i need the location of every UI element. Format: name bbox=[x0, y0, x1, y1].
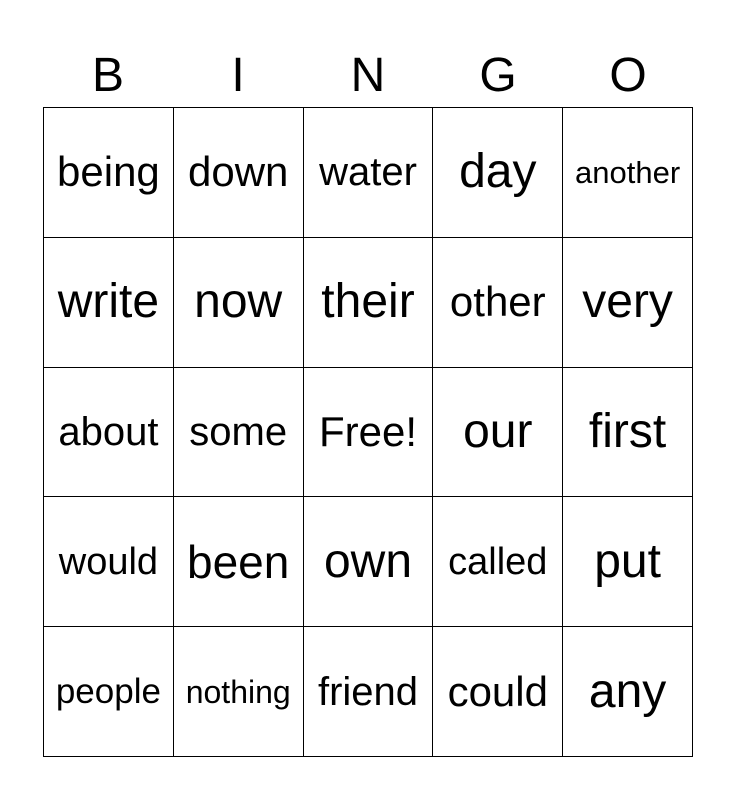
bingo-cell: now bbox=[174, 238, 304, 368]
header-letter-b: B bbox=[91, 49, 124, 102]
bingo-cell: called bbox=[433, 497, 563, 627]
bingo-cell: people bbox=[44, 627, 174, 757]
bingo-cell: any bbox=[563, 627, 693, 757]
bingo-cell: first bbox=[563, 368, 693, 498]
header-letter-o: O bbox=[609, 49, 647, 102]
bingo-cell: down bbox=[174, 108, 304, 238]
bingo-cell: been bbox=[174, 497, 304, 627]
bingo-cell: day bbox=[433, 108, 563, 238]
free-space-cell: Free! bbox=[304, 368, 434, 498]
bingo-cell: other bbox=[433, 238, 563, 368]
bingo-cell: water bbox=[304, 108, 434, 238]
bingo-cell: own bbox=[304, 497, 434, 627]
header-letter-g: G bbox=[479, 49, 517, 102]
bingo-cell: could bbox=[433, 627, 563, 757]
bingo-cell: friend bbox=[304, 627, 434, 757]
bingo-header bbox=[43, 44, 693, 108]
bingo-cell: nothing bbox=[174, 627, 304, 757]
bingo-cell: very bbox=[563, 238, 693, 368]
bingo-cell: put bbox=[563, 497, 693, 627]
header-letter-i: I bbox=[231, 49, 245, 102]
bingo-cell: would bbox=[44, 497, 174, 627]
bingo-cell: about bbox=[44, 368, 174, 498]
bingo-cell: our bbox=[433, 368, 563, 498]
bingo-cell: being bbox=[44, 108, 174, 238]
bingo-cell: some bbox=[174, 368, 304, 498]
header-letter-n: N bbox=[350, 49, 386, 102]
bingo-grid bbox=[43, 107, 693, 757]
bingo-cell: their bbox=[304, 238, 434, 368]
bingo-cell: write bbox=[44, 238, 174, 368]
bingo-cell: another bbox=[563, 108, 693, 238]
